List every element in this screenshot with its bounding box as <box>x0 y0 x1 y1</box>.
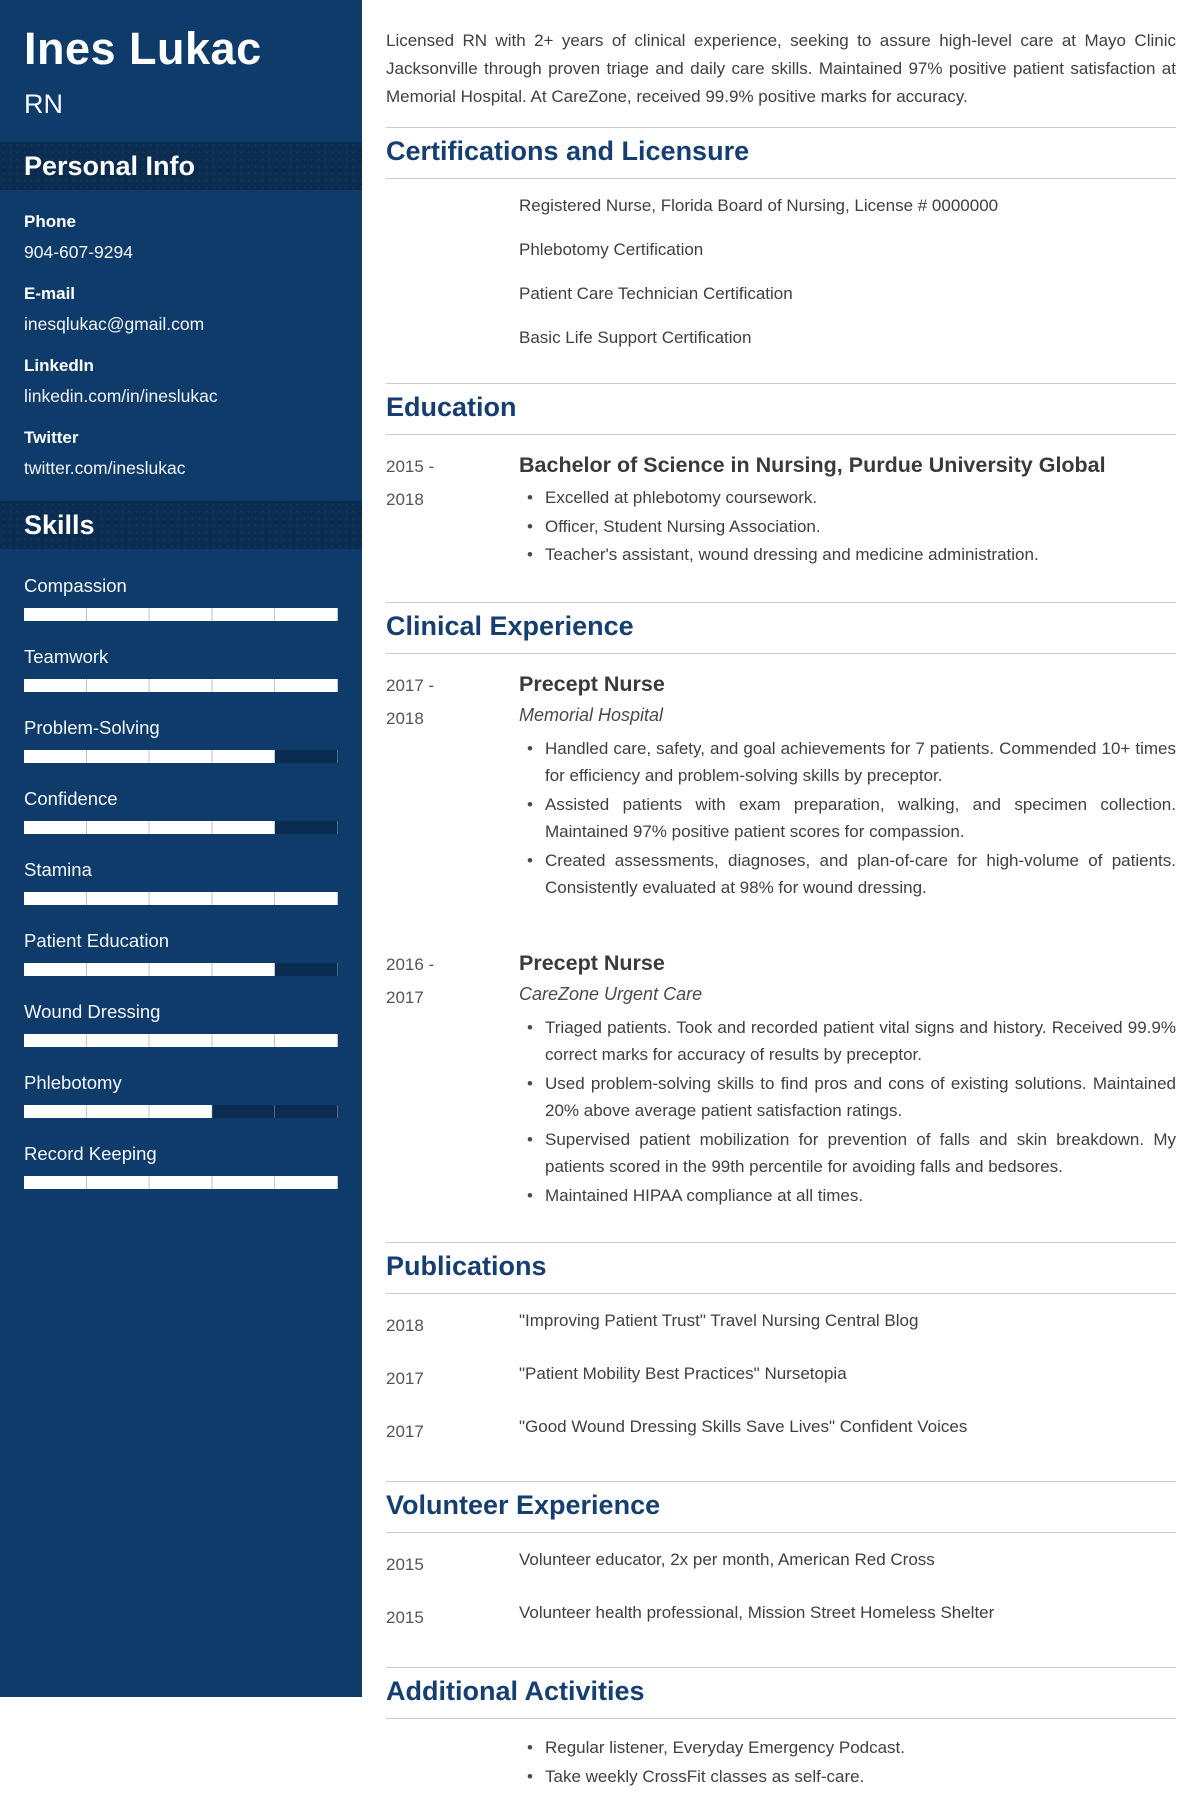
personal-info-value: twitter.com/ineslukac <box>24 458 186 478</box>
section-title: Certifications and Licensure <box>386 136 750 166</box>
skill-bar-ticks <box>24 821 338 834</box>
personal-info-item <box>24 212 338 263</box>
bullet-item: • Handled care, safety, and goal achievements for 7 patients. Commended 10+ times for efficiency and problem-solving skills by preceptor. <box>519 735 1176 790</box>
personal-info-item <box>24 284 338 335</box>
row-text: "Patient Mobility Best Practices" Nursetopia <box>519 1364 847 1383</box>
bullet-item: • Maintained HIPAA compliance at all times. <box>519 1182 1176 1210</box>
personal-info-list <box>0 190 362 479</box>
section-body <box>386 1533 1176 1651</box>
entry-title: Bachelor of Science in Nursing, Purdue University Global <box>519 453 1106 477</box>
skill-label: Teamwork <box>24 646 109 667</box>
section-row <box>386 1734 1176 1790</box>
personal-info-heading: Personal Info <box>24 151 196 181</box>
row-dates <box>386 1548 519 1581</box>
skill-item <box>24 646 338 692</box>
section-title: Additional Activities <box>386 1676 645 1706</box>
skill-item <box>24 788 338 834</box>
skill-label: Problem-Solving <box>24 717 160 738</box>
section-publications <box>386 1242 1176 1465</box>
personal-info-label: Phone <box>24 212 76 231</box>
section-body <box>386 179 1176 367</box>
skill-bar-ticks <box>24 892 338 905</box>
section-row <box>386 450 1176 569</box>
main-content <box>362 0 1200 1807</box>
section-row <box>386 238 1176 262</box>
skill-item <box>24 1143 338 1189</box>
section-education <box>386 383 1176 586</box>
bullet-list <box>519 1734 1176 1790</box>
date-line: 2015 <box>386 1608 424 1627</box>
bullet-item: • Officer, Student Nursing Association. <box>519 513 1176 541</box>
candidate-name: Ines Lukac <box>24 23 262 74</box>
skill-label: Confidence <box>24 788 118 809</box>
skills-list <box>0 549 362 1189</box>
section-additional-activities <box>386 1667 1176 1807</box>
bullet-item: • Used problem-solving skills to find pros and cons of existing solutions. Maintained 20% above average patient satisfaction ratings. <box>519 1070 1176 1125</box>
row-text: Patient Care Technician Certification <box>519 284 793 303</box>
skill-bar <box>24 750 338 763</box>
skills-heading: Skills <box>24 510 95 540</box>
bullet-item: • Created assessments, diagnoses, and plan-of-care for high-volume of patients. Consistently evaluated at 98% for wound dressing. <box>519 847 1176 902</box>
skills-heading-band <box>0 501 362 549</box>
date-line: 2018 <box>386 708 424 728</box>
row-text: Basic Life Support Certification <box>519 328 752 347</box>
section-row <box>386 1548 1176 1581</box>
skill-item <box>24 859 338 905</box>
candidate-job-title: RN <box>24 89 63 119</box>
skill-label: Phlebotomy <box>24 1072 122 1093</box>
section-header <box>386 383 1176 435</box>
date-line: 2017 <box>386 1422 424 1441</box>
entry-company: CareZone Urgent Care <box>519 983 703 1004</box>
row-dates <box>386 1362 519 1395</box>
skill-item <box>24 930 338 976</box>
entry-title: Precept Nurse <box>519 671 665 696</box>
section-body <box>386 1719 1176 1807</box>
skill-label: Compassion <box>24 575 127 596</box>
section-row <box>386 1601 1176 1634</box>
date-line: 2017 - <box>386 675 435 695</box>
skill-bar <box>24 892 338 905</box>
row-text: "Good Wound Dressing Skills Save Lives" Confident Voices <box>519 1417 968 1436</box>
row-body <box>519 669 1176 902</box>
personal-info-value: linkedin.com/in/ineslukac <box>24 386 218 406</box>
skill-bar-ticks <box>24 608 338 621</box>
skill-item <box>24 717 338 763</box>
skill-bar <box>24 1105 338 1118</box>
skill-bar <box>24 1034 338 1047</box>
row-text: Phlebotomy Certification <box>519 240 704 259</box>
skill-item <box>24 575 338 621</box>
skill-label: Patient Education <box>24 930 170 951</box>
section-row <box>386 948 1176 1210</box>
row-body <box>519 1601 1176 1625</box>
row-text: Registered Nurse, Florida Board of Nursing, License # 0000000 <box>519 196 999 215</box>
skill-bar-ticks <box>24 1105 338 1118</box>
section-title: Education <box>386 392 517 422</box>
bullet-item: • Assisted patients with exam preparation, walking, and specimen collection. Maintained 97% positive patient scores for compassion. <box>519 791 1176 846</box>
section-row <box>386 669 1176 902</box>
row-body <box>519 948 1176 1210</box>
row-dates <box>386 1415 519 1448</box>
row-text: Volunteer health professional, Mission Street Homeless Shelter <box>519 1603 995 1622</box>
row-body <box>519 1362 1176 1386</box>
personal-info-label: E-mail <box>24 284 76 303</box>
row-text: "Improving Patient Trust" Travel Nursing Central Blog <box>519 1311 919 1330</box>
section-volunteer-experience <box>386 1481 1176 1651</box>
section-title: Clinical Experience <box>386 610 634 641</box>
section-title: Publications <box>386 1251 547 1281</box>
bullet-item: • Supervised patient mobilization for prevention of falls and skin breakdown. My patients scored in the 99th percentile for avoiding falls and bedsores. <box>519 1126 1176 1181</box>
section-row <box>386 282 1176 306</box>
skill-bar <box>24 821 338 834</box>
section-row <box>386 1309 1176 1342</box>
date-line: 2015 - <box>386 457 435 476</box>
skill-bar <box>24 608 338 621</box>
skill-item <box>24 1001 338 1047</box>
personal-info-label: LinkedIn <box>24 356 94 375</box>
section-row <box>386 1415 1176 1448</box>
row-body <box>519 282 1176 306</box>
date-line: 2016 - <box>386 954 435 974</box>
section-body <box>386 654 1176 1227</box>
entry-title: Precept Nurse <box>519 950 665 975</box>
section-header <box>386 602 1176 654</box>
personal-info-item <box>24 428 338 479</box>
bullet-list <box>519 735 1176 902</box>
summary-paragraph: Licensed RN with 2+ years of clinical experience, seeking to assure high-level care at Mayo Clinic Jacksonville through proven triage and daily care skills. Maintained 97% positive patient satisfaction at Memorial Hospital. At CareZone, received 99.9% positive marks for accuracy. <box>386 31 1176 106</box>
section-header <box>386 1667 1176 1719</box>
section-header <box>386 127 1176 179</box>
section-body <box>386 435 1176 586</box>
section-row <box>386 1362 1176 1395</box>
row-body <box>519 450 1176 569</box>
skill-bar-ticks <box>24 750 338 763</box>
row-body <box>519 326 1176 350</box>
bullet-item: • Triaged patients. Took and recorded patient vital signs and history. Received 99.9% correct marks for accuracy of results by preceptor. <box>519 1014 1176 1069</box>
personal-info-label: Twitter <box>24 428 79 447</box>
row-dates <box>386 1601 519 1634</box>
date-line: 2018 <box>386 490 424 509</box>
sections-container <box>386 127 1176 1807</box>
row-dates <box>386 669 519 735</box>
row-dates <box>386 1309 519 1342</box>
skill-bar-ticks <box>24 1034 338 1047</box>
section-row <box>386 326 1176 350</box>
section-row <box>386 194 1176 218</box>
date-line: 2018 <box>386 1316 424 1335</box>
personal-info-heading-band <box>0 142 362 190</box>
personal-info-value: 904-607-9294 <box>24 242 133 262</box>
row-body <box>519 1734 1176 1790</box>
row-dates <box>386 450 519 516</box>
skill-item <box>24 1072 338 1118</box>
bullet-item: • Regular listener, Everyday Emergency Podcast. <box>519 1734 1176 1762</box>
entry-company: Memorial Hospital <box>519 704 664 725</box>
personal-info-item <box>24 356 338 407</box>
skill-bar <box>24 963 338 976</box>
row-body <box>519 1309 1176 1333</box>
skill-label: Wound Dressing <box>24 1001 161 1022</box>
skill-bar <box>24 679 338 692</box>
skill-bar-ticks <box>24 679 338 692</box>
bullet-item: • Take weekly CrossFit classes as self-care. <box>519 1763 1176 1791</box>
skill-bar <box>24 1176 338 1189</box>
section-title: Volunteer Experience <box>386 1490 661 1520</box>
skill-label: Record Keeping <box>24 1143 157 1164</box>
sidebar <box>0 0 362 1697</box>
section-certifications-and-licensure <box>386 127 1176 367</box>
row-body <box>519 1548 1176 1572</box>
bullet-item: • Excelled at phlebotomy coursework. <box>519 484 1176 512</box>
date-line: 2017 <box>386 987 424 1007</box>
row-body <box>519 238 1176 262</box>
section-clinical-experience <box>386 602 1176 1227</box>
bullet-item: • Teacher's assistant, wound dressing and medicine administration. <box>519 541 1176 569</box>
row-text: Volunteer educator, 2x per month, American Red Cross <box>519 1550 935 1569</box>
bullet-list <box>519 1014 1176 1210</box>
bullet-list <box>519 484 1176 569</box>
date-line: 2015 <box>386 1555 424 1574</box>
row-dates <box>386 948 519 1014</box>
section-header <box>386 1242 1176 1294</box>
skill-bar-ticks <box>24 963 338 976</box>
personal-info-value: inesqlukac@gmail.com <box>24 314 205 334</box>
skill-bar-ticks <box>24 1176 338 1189</box>
skill-label: Stamina <box>24 859 92 880</box>
row-body <box>519 194 1176 218</box>
section-body <box>386 1294 1176 1465</box>
section-header <box>386 1481 1176 1533</box>
date-line: 2017 <box>386 1369 424 1388</box>
row-body <box>519 1415 1176 1439</box>
